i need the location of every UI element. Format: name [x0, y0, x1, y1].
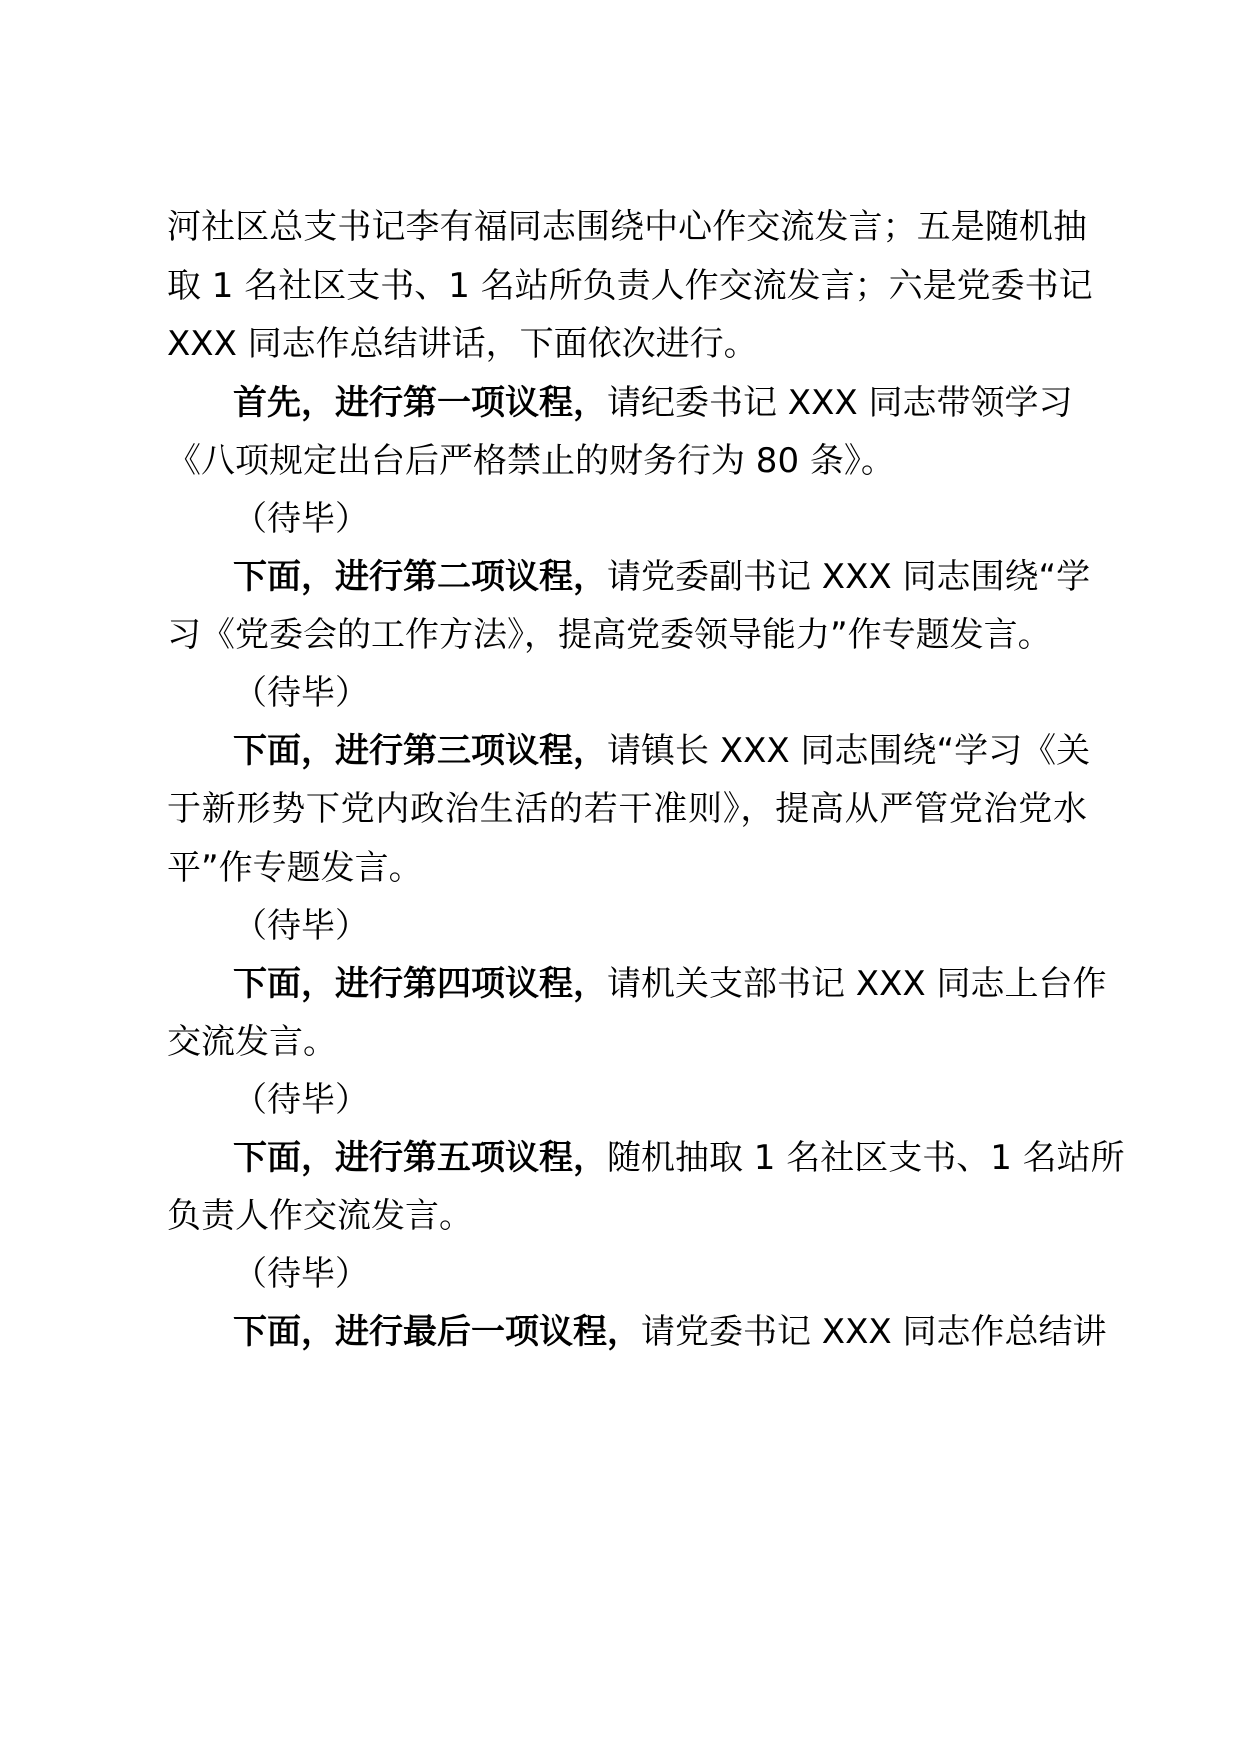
agenda-item-2-heading: 下面，进行第二项议程， — [233, 557, 607, 597]
intro-line-1: 河社区总支书记李有福同志围绕中心作交流发言；五是随机抽 — [167, 207, 1087, 247]
document-page — [167, 0, 1125, 1754]
agenda-item-5-heading: 下面，进行第五项议程， — [233, 1138, 607, 1178]
agenda-item-1-text: 请纪委书记 XXX 同志带领学习 — [607, 383, 1073, 423]
agenda-item-3-heading: 下面，进行第三项议程， — [233, 731, 607, 771]
agenda-item-6-line-1 — [167, 1312, 1107, 1352]
agenda-item-1-line-2: 《八项规定出台后严格禁止的财务行为 80 条》。 — [167, 441, 895, 481]
agenda-item-5-text: 随机抽取 1 名社区支书、1 名站所 — [607, 1138, 1125, 1178]
agenda-item-6-heading: 下面，进行最后一项议程， — [233, 1312, 641, 1352]
wait-note-4: （待毕） — [233, 1080, 369, 1120]
agenda-item-6-text: 请党委书记 XXX 同志作总结讲 — [641, 1312, 1107, 1352]
agenda-item-1-line-1 — [167, 383, 1087, 423]
agenda-item-3-line-3: 平”作专题发言。 — [167, 848, 423, 888]
agenda-item-2-text: 请党委副书记 XXX 同志围绕“学 — [607, 557, 1091, 597]
intro-line-3: XXX 同志作总结讲话，下面依次进行。 — [167, 324, 758, 364]
intro-line-2: 取 1 名社区支书、1 名站所负责人作交流发言；六是党委书记 — [167, 266, 1093, 306]
agenda-item-1-heading: 首先，进行第一项议程， — [233, 383, 607, 423]
agenda-item-2-line-2: 习《党委会的工作方法》，提高党委领导能力”作专题发言。 — [167, 615, 1052, 655]
agenda-item-3-line-1 — [167, 731, 1091, 771]
agenda-item-4-text: 请机关支部书记 XXX 同志上台作 — [607, 964, 1107, 1004]
wait-note-5: （待毕） — [233, 1254, 369, 1294]
agenda-item-5-line-1 — [167, 1138, 1125, 1178]
wait-note-1: （待毕） — [233, 499, 369, 539]
agenda-item-4-heading: 下面，进行第四项议程， — [233, 964, 607, 1004]
wait-note-2: （待毕） — [233, 673, 369, 713]
agenda-item-5-line-2: 负责人作交流发言。 — [167, 1196, 473, 1236]
agenda-item-4-line-2: 交流发言。 — [167, 1022, 337, 1062]
wait-note-3: （待毕） — [233, 906, 369, 946]
agenda-item-2-line-1 — [167, 557, 1091, 597]
agenda-item-3-text: 请镇长 XXX 同志围绕“学习《关 — [607, 731, 1091, 771]
agenda-item-3-line-2: 于新形势下党内政治生活的若干准则》，提高从严管党治党水 — [167, 789, 1087, 829]
agenda-item-4-line-1 — [167, 964, 1107, 1004]
